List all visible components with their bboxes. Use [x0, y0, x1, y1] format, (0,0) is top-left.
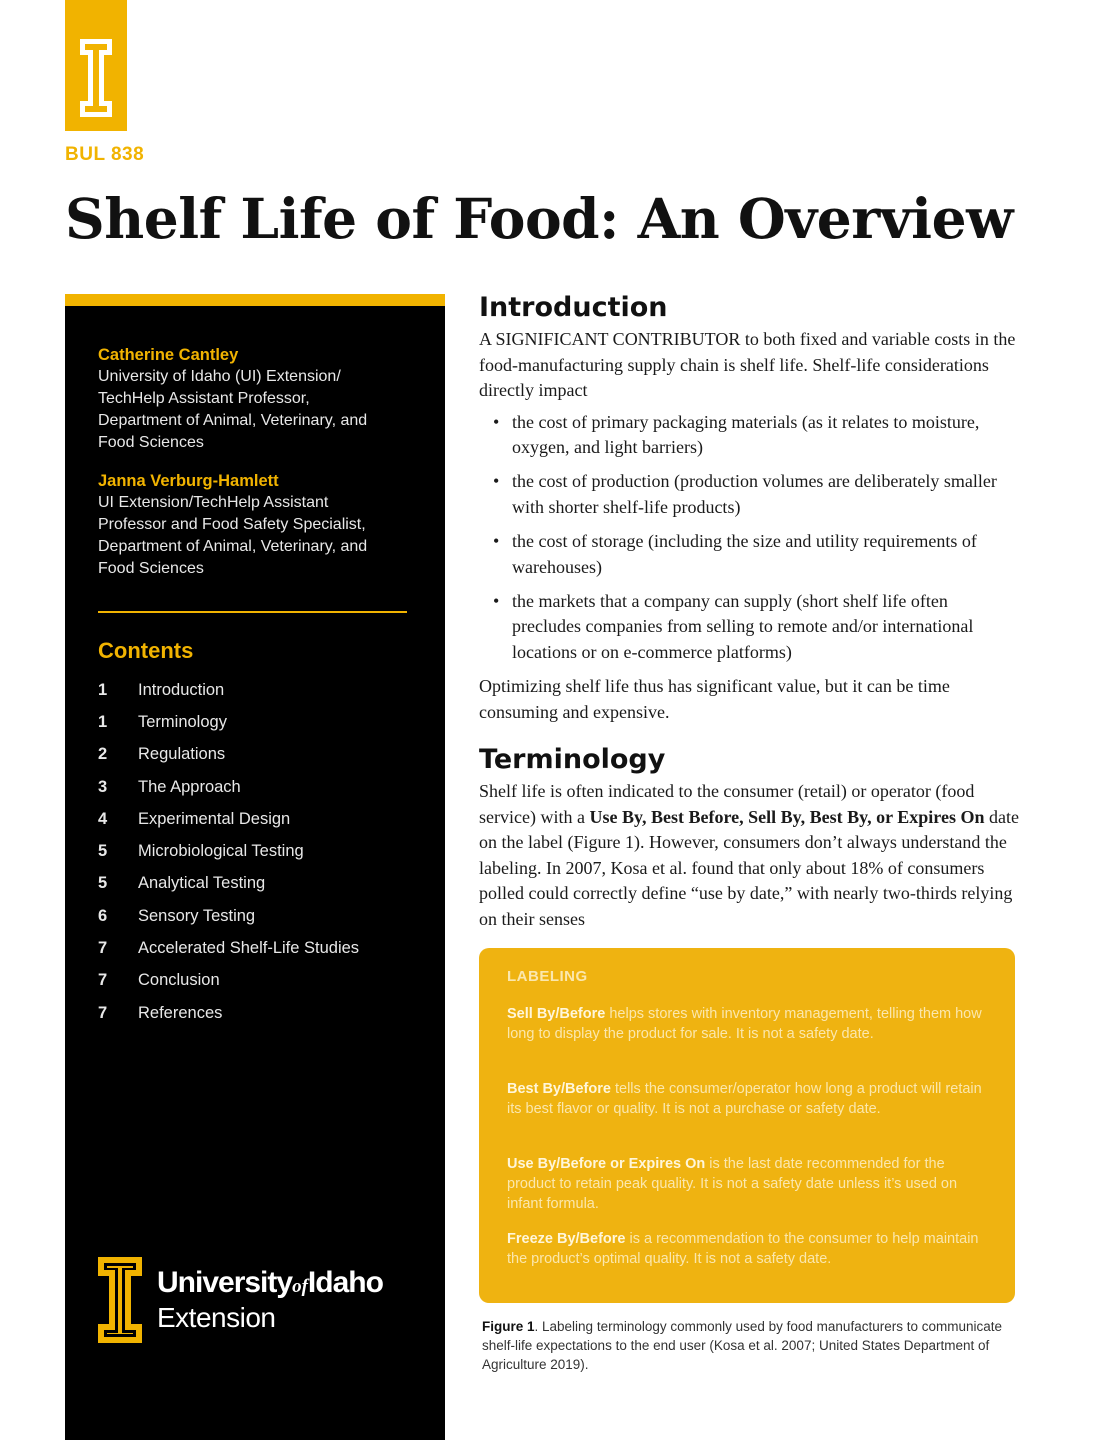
logo-university: University	[157, 1266, 293, 1299]
bulletin-number: BUL 838	[65, 144, 145, 165]
toc-page: 7	[98, 939, 108, 958]
toc-item[interactable]	[98, 900, 418, 932]
toc-page: 2	[98, 745, 108, 764]
block-i-icon	[79, 38, 113, 118]
terminology-heading: Terminology	[479, 744, 666, 775]
toc-item[interactable]	[98, 706, 418, 738]
toc-page: 1	[98, 680, 108, 699]
introduction-section	[479, 292, 1019, 725]
toc-label: Conclusion	[138, 971, 220, 990]
university-block-i-tab	[65, 0, 127, 131]
lead-small-caps: A SIGNIFICANT CONTRIBUTOR	[479, 329, 741, 349]
toc-page: 7	[98, 971, 108, 990]
toc-item[interactable]	[98, 739, 418, 771]
logo-wordmark	[157, 1268, 383, 1333]
toc-page: 5	[98, 874, 108, 893]
toc-label: Terminology	[138, 712, 227, 731]
figure-caption	[482, 1317, 1002, 1374]
callout-desc: tells the consumer/operator how long a product will retain its best flavor or quality. It is not a purchase or safety date.	[507, 1081, 982, 1117]
toc-page: 4	[98, 809, 108, 828]
callout-title: LABELING	[507, 968, 588, 985]
university-of-idaho-extension-logo	[97, 1256, 417, 1346]
terminology-text: Shelf life is often indicated to the consumer (retail) or operator (food service) with a	[479, 781, 975, 827]
toc-item[interactable]	[98, 965, 418, 997]
toc-label: Analytical Testing	[138, 874, 266, 893]
toc-label: Sensory Testing	[138, 906, 256, 925]
figure-caption-text: . Labeling terminology commonly used by food manufacturers to communicate shelf-life expectations to the end user (Kosa et al. 2007; United States Department of Agriculture 2019).	[482, 1319, 1002, 1372]
toc-label: Microbiological Testing	[138, 842, 304, 861]
toc-label: Accelerated Shelf-Life Studies	[138, 939, 360, 958]
contents-heading: Contents	[98, 638, 194, 663]
list-item: • the cost of storage (including the size and utility requirements of warehouses)	[479, 529, 1019, 580]
callout-term: Use By/Before or Expires On	[507, 1156, 706, 1172]
sidebar-accent-bar	[65, 294, 445, 306]
toc-label: Experimental Design	[138, 809, 291, 828]
introduction-heading: Introduction	[479, 292, 668, 323]
list-item: • the markets that a company can supply (short shelf life often precludes companies from selling to remote and/or international locations or on e-commerce platforms)	[479, 589, 1019, 666]
toc-page: 6	[98, 906, 108, 925]
callout-desc: is the last date recommended for the product to retain peak quality. It is not a safety date unless it’s used on infant formula.	[507, 1156, 958, 1212]
toc-item[interactable]	[98, 932, 418, 964]
logo-idaho: Idaho	[307, 1266, 383, 1299]
callout-desc: helps stores with inventory management, telling them how long to display the product for sale. It is not a safety date.	[507, 1006, 982, 1042]
toc-item[interactable]	[98, 771, 418, 803]
toc-label: Introduction	[138, 680, 225, 699]
list-item: • the cost of primary packaging materials (as it relates to moisture, oxygen, and light barriers)	[479, 410, 1019, 461]
logo-of: of	[292, 1276, 308, 1297]
table-of-contents	[98, 674, 418, 1029]
callout-term: Best By/Before	[507, 1081, 611, 1097]
toc-item[interactable]	[98, 835, 418, 867]
toc-label: References	[138, 1003, 223, 1022]
toc-page: 5	[98, 842, 108, 861]
toc-label: Regulations	[138, 745, 226, 764]
callout-item-freeze-by	[507, 1229, 992, 1269]
block-i-icon	[97, 1256, 143, 1344]
logo-extension: Extension	[157, 1302, 276, 1333]
toc-item[interactable]	[98, 868, 418, 900]
toc-label: The Approach	[138, 777, 241, 796]
author-1	[98, 344, 418, 454]
callout-term: Freeze By/Before	[507, 1231, 626, 1247]
callout-term: Sell By/Before	[507, 1006, 606, 1022]
author-name: Janna Verburg-Hamlett	[98, 472, 279, 490]
author-affiliation: UI Extension/TechHelp Assistant Professor and Food Safety Specialist, Department of Animal, Veterinary, and Food Sciences	[98, 494, 368, 577]
callout-item-best-by	[507, 1079, 992, 1119]
figure-label: Figure 1	[482, 1319, 535, 1334]
introduction-closing: Optimizing shelf life thus has significant value, but it can be time consuming and expensive.	[479, 676, 950, 722]
callout-item-use-by	[507, 1154, 992, 1214]
terminology-paragraph	[479, 779, 1019, 933]
sidebar-divider	[98, 611, 407, 613]
author-2	[98, 470, 418, 580]
terminology-section	[479, 744, 1019, 933]
toc-item[interactable]	[98, 674, 418, 706]
toc-page: 1	[98, 712, 108, 731]
labeling-callout-box	[479, 948, 1015, 1303]
terminology-text: date on the label (Figure 1). However, consumers don’t always understand the labeling. In 2007, Kosa et al. found that only about 18% of consumers polled could correctly define “use by date,” with nearly two-thirds relying on their senses	[479, 806, 1019, 929]
lead-text: to both fixed and variable costs in the food-manufacturing supply chain is shelf life. Shelf-life considerations directly impact	[479, 329, 1016, 401]
introduction-lead	[479, 327, 1019, 404]
callout-desc: is a recommendation to the consumer to help maintain the product’s optimal quality. It is not a safety date.	[507, 1231, 979, 1267]
callout-item-sell-by	[507, 1004, 992, 1044]
list-item: • the cost of production (production volumes are deliberately smaller with shorter shelf-life products)	[479, 469, 1019, 520]
author-name: Catherine Cantley	[98, 346, 239, 364]
toc-item[interactable]	[98, 997, 418, 1029]
terminology-terms: Use By, Best Before, Sell By, Best By, or Expires On	[589, 806, 985, 827]
toc-page: 3	[98, 777, 108, 796]
toc-page: 7	[98, 1003, 108, 1022]
sidebar	[65, 306, 445, 1440]
page-title: Shelf Life of Food: An Overview	[65, 186, 1013, 251]
author-affiliation: University of Idaho (UI) Extension/ TechHelp Assistant Professor, Department of Animal, Veterinary, and Food Sciences	[98, 368, 368, 451]
toc-item[interactable]	[98, 803, 418, 835]
impact-list	[479, 410, 1019, 666]
